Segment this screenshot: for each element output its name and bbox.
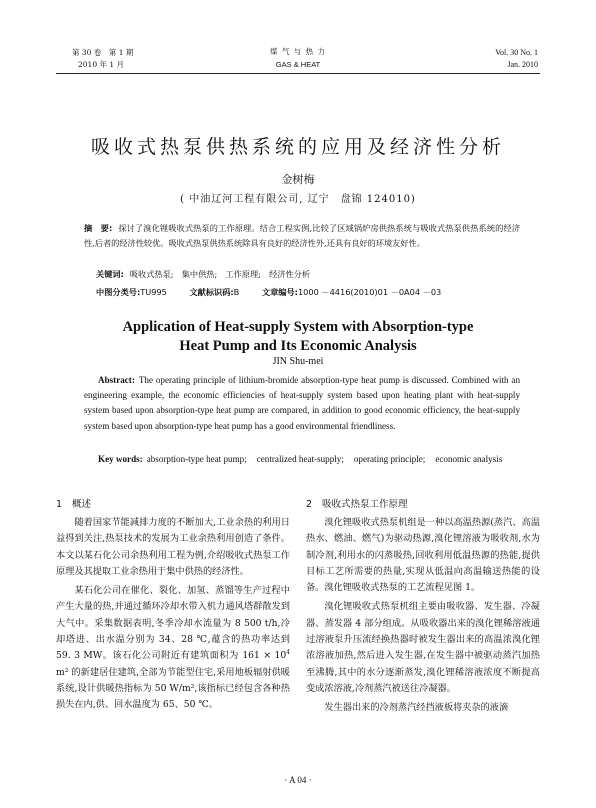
abstract-en-label: Abstract:: [98, 375, 135, 385]
abstract-cn-text: 探讨了溴化锂吸收式热泵的工作原理。结合工程实例,比较了区域锅炉房供热系统与吸收式热泵供热系统的经济性,后者的经济性较优。吸收式热泵供热系统除具有良好的经济性外,还具有良好的环境友好性。: [84, 223, 520, 248]
keyword-en-item: centralized heat-supply;: [256, 454, 344, 464]
keywords-cn: [96, 268, 520, 280]
keyword-en-item: operating principle;: [353, 454, 426, 464]
affiliation-cn: ( 中油辽河工程有限公司, 辽宁 盘锦 124010): [180, 194, 416, 205]
section-2-paragraph: 溴化锂吸收式热泵机组是一种以高温热源(蒸汽、高温热水、燃油、燃气)为驱动热源,溴化锂溶液为吸收剂,水为制冷剂,利用水的闪蒸吸热,回收利用低温热源的热能,提供目标工艺所需要的热量,实现从低温向高温输送热能的设备。溴化锂吸收式热泵的工艺流程见图 1。: [306, 517, 540, 594]
abstract-en: [84, 373, 520, 434]
section-2-number: 2: [306, 499, 313, 510]
keywords-cn-label: 关键词:: [96, 269, 124, 279]
section-1-paragraph: 某石化公司在催化、裂化、加氢、蒸馏等生产过程中产生大量的热,并通过循环冷却水带入机力通风塔群散发到大气中。采集数据表明,冬季冷却水流量为 8 500 t/h,冷却塔进、出水温分别为 34、28 ℃,蕴含的热功率达到 59. 3 MW。该石化公司附近有建筑面积为 $161 \times 10^4$ m² 的新建居住建筑,全部为节能型住宅,采用地板辐射供暖系统,设计供暖热指标为 50 W/m²,该指标已经包含各种热损失在内,供、回水温度为 65、50 ℃。: [56, 585, 290, 711]
body-column-right: [306, 497, 540, 720]
author-cn: 金树梅: [281, 173, 315, 186]
abstract-en-text: The operating principle of lithium-bromide absorption-type heat pump is discussed. Combined with an engineering example, the economic efficiencies of heat-supply system based upon heating plant with heat-supply system based upon absorption-type heat pump are compared, in addition to good economic efficiency, the heat-supply system based upon absorption-type heat pump has a good environmental friendliness.: [84, 375, 520, 431]
author-en: JIN Shu-mei: [272, 356, 324, 367]
journal-name-en: GAS & HEAT: [275, 60, 321, 69]
keywords-en-label: Key words:: [98, 454, 143, 464]
keywords-cn-text: 吸收式热泵; 集中供热; 工作原理; 经济性分析: [129, 269, 311, 279]
classification-line: [96, 286, 536, 298]
keyword-en-item: absorption-type heat pump;: [146, 454, 247, 464]
section-2-heading: [306, 497, 540, 513]
doc-code-label: 文献标识码:: [189, 287, 234, 297]
keywords-en: [84, 452, 520, 467]
section-2-paragraph: 发生器出来的冷剂蒸汽经挡液板将夹杂的液滴: [324, 702, 509, 714]
abstract-cn: [84, 221, 520, 251]
section-1-paragraph: 随着国家节能减排力度的不断加大,工业余热的利用日益得到关注,热泵技术的发展为工业余热利用创造了条件。本文以某石化公司余热利用工程为例,介绍吸收式热泵工作原理及其提取工业余热用于集中供热的经济性。: [56, 517, 290, 577]
article-title-en-line1: Application of Heat-supply System with Absorption-type: [122, 319, 474, 335]
header-date-en: Jan. 2010: [507, 60, 538, 69]
clc-label: 中图分类号:: [96, 287, 141, 297]
article-no-value: 1000 －4416(2010)01 －0A04 －03: [297, 287, 442, 297]
header-volume-en: Vol. 30 No. 1: [495, 48, 538, 57]
journal-name-cn: 煤 气 与 热 力: [269, 47, 327, 56]
article-no-label: 文章编号:: [261, 287, 298, 297]
header-rule: [56, 73, 540, 74]
doc-code-value: B: [233, 287, 240, 297]
section-1-number: 1: [56, 499, 63, 510]
header-volume: 第 30 卷 第 1 期: [72, 48, 134, 57]
section-2-paragraph: 溴化锂吸收式热泵机组主要由吸收器、发生器、冷凝器、蒸发器 4 部分组成。从吸收器出来的溴化锂稀溶液通过溶液泵升压流经换热器时被发生器出来的高温浓溴化锂浓溶液加热,然后进入发生器,在发生器中被驱动蒸汽加热至沸腾,其中的水分逐渐蒸发,溴化锂稀溶液浓度不断提高变成浓溶液,冷剂蒸汽被送往冷凝器。: [306, 601, 540, 694]
page-number: · A 04 ·: [284, 775, 312, 785]
body-column-left: [56, 497, 290, 717]
section-1-heading: [56, 497, 290, 513]
abstract-cn-label: 摘 要:: [84, 223, 113, 233]
clc-value: TU995: [140, 287, 167, 297]
article-title-cn: 吸收式热泵供热系统的应用及经济性分析: [90, 136, 505, 158]
section-1-title: 概述: [72, 499, 92, 510]
article-title-en-line2: Heat Pump and Its Economic Analysis: [179, 338, 417, 354]
header-date-cn: 2010 年 1 月: [78, 60, 125, 69]
article-title-en: [0, 318, 596, 356]
section-2-title: 吸收式热泵工作原理: [322, 499, 408, 510]
keyword-en-item: economic analysis: [435, 454, 503, 464]
